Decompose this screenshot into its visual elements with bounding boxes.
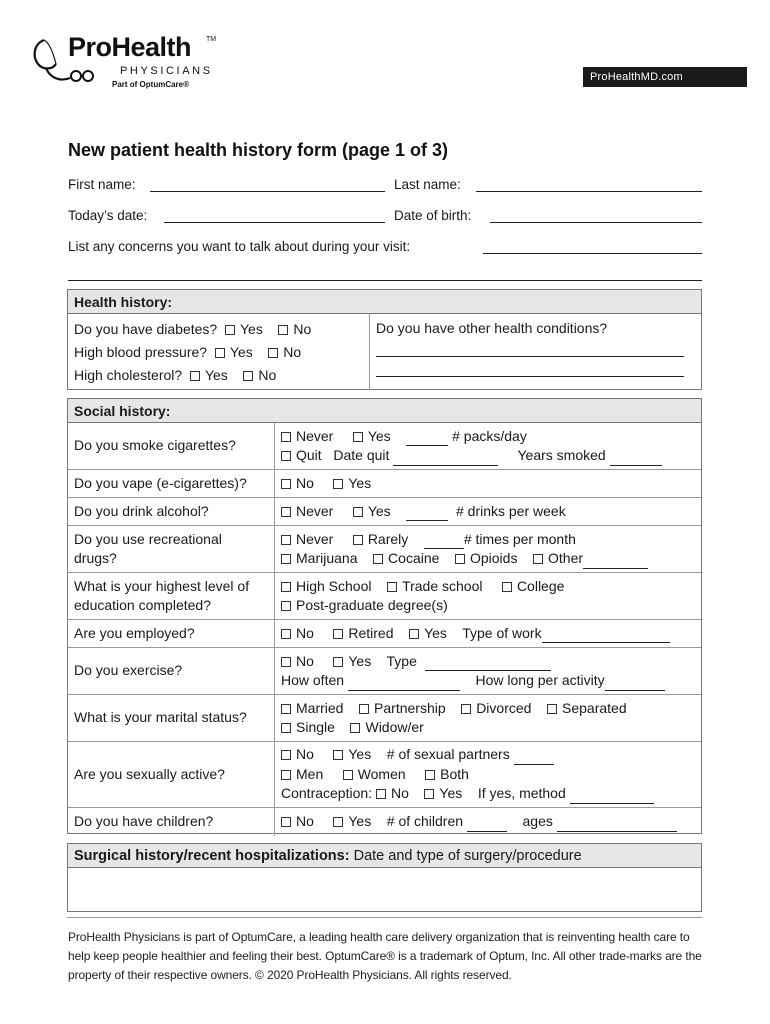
chol-yes-checkbox[interactable] <box>190 371 200 381</box>
men-checkbox[interactable] <box>281 770 291 780</box>
cocaine-checkbox[interactable] <box>373 554 383 564</box>
table-row <box>68 620 701 648</box>
single-label: Single <box>296 719 335 735</box>
both-checkbox[interactable] <box>425 770 435 780</box>
yes-label: Yes <box>424 624 447 641</box>
yes-label: Yes <box>204 367 228 383</box>
table-row <box>68 470 701 498</box>
employed-no-checkbox[interactable] <box>281 629 291 639</box>
partners-field[interactable] <box>514 751 554 765</box>
concerns-field[interactable] <box>483 253 702 254</box>
no-label: No <box>390 785 409 802</box>
partners-label: # of sexual partners <box>386 746 510 763</box>
women-checkbox[interactable] <box>343 770 353 780</box>
retired-checkbox[interactable] <box>333 629 343 639</box>
retired-label: Retired <box>348 624 394 641</box>
postgrad-checkbox[interactable] <box>281 601 291 611</box>
diabetes-no-checkbox[interactable] <box>278 325 288 335</box>
partnership-label: Partnership <box>374 699 446 716</box>
college-label: College <box>516 577 565 594</box>
sex-yes-checkbox[interactable] <box>333 750 343 760</box>
yes-label: Yes <box>348 813 372 830</box>
widow-label: Widow/er <box>365 719 424 735</box>
yes-label: Yes <box>229 344 253 360</box>
smoke-yes-checkbox[interactable] <box>353 432 363 442</box>
website-url[interactable]: ProHealthMD.com <box>583 67 747 87</box>
diabetes-label: Do you have diabetes? <box>74 321 218 337</box>
opioids-checkbox[interactable] <box>455 554 465 564</box>
other-conditions-field[interactable] <box>376 356 684 357</box>
yes-label: Yes <box>367 502 391 519</box>
contraception-no-checkbox[interactable] <box>376 789 386 799</box>
table-row <box>68 808 701 836</box>
rarely-label: Rarely <box>367 530 409 547</box>
table-row <box>68 648 701 695</box>
footer-divider <box>67 917 702 918</box>
no-label: No <box>283 344 302 360</box>
drink-yes-checkbox[interactable] <box>353 507 363 517</box>
other-conditions-field-2[interactable] <box>376 376 684 377</box>
prohealth-logo <box>30 32 220 94</box>
yes-label: Yes <box>348 474 372 491</box>
how-often-field[interactable] <box>348 677 460 691</box>
sex-no-checkbox[interactable] <box>281 750 291 760</box>
table-row <box>68 742 701 808</box>
never-label: Never <box>296 427 334 444</box>
how-long-label: How long per activity <box>475 672 605 688</box>
times-label: # times per month <box>463 530 576 547</box>
todays-date-field[interactable] <box>164 222 385 223</box>
type-work-field[interactable] <box>542 629 670 643</box>
table-row <box>68 498 701 526</box>
women-label: Women <box>357 765 406 782</box>
diabetes-yes-checkbox[interactable] <box>225 325 235 335</box>
trademark: TM <box>206 36 217 43</box>
vape-yes-checkbox[interactable] <box>333 479 343 489</box>
never-label: Never <box>296 502 334 519</box>
quit-label: Quit <box>296 447 322 463</box>
exercise-question: Do you exercise? <box>68 648 275 694</box>
method-field[interactable] <box>570 790 654 804</box>
surgical-history-field[interactable] <box>68 868 701 911</box>
table-row <box>68 526 701 573</box>
bp-no-checkbox[interactable] <box>268 348 278 358</box>
exercise-type-field[interactable] <box>425 657 551 671</box>
table-row <box>68 573 701 620</box>
drinks-label: # drinks per week <box>456 502 566 519</box>
separated-checkbox[interactable] <box>547 704 557 714</box>
children-no-checkbox[interactable] <box>281 817 291 827</box>
chol-no-checkbox[interactable] <box>243 371 253 381</box>
cocaine-label: Cocaine <box>388 550 440 566</box>
brand-part-of: Part of OptumCare® <box>112 80 190 89</box>
type-work-label: Type of work <box>462 624 542 641</box>
no-label: No <box>296 624 314 641</box>
married-label: Married <box>296 699 344 716</box>
drugs-rarely-checkbox[interactable] <box>353 535 363 545</box>
no-label: No <box>296 813 314 830</box>
trade-school-checkbox[interactable] <box>387 582 397 592</box>
education-question: What is your highest level of education completed? <box>68 573 275 619</box>
separated-label: Separated <box>562 699 627 716</box>
drink-question: Do you drink alcohol? <box>68 498 275 525</box>
widow-checkbox[interactable] <box>350 723 360 733</box>
first-name-label: First name: <box>68 177 136 192</box>
divorced-label: Divorced <box>476 699 532 716</box>
no-label: No <box>296 474 314 491</box>
marijuana-checkbox[interactable] <box>281 554 291 564</box>
years-smoked-label: Years smoked <box>517 447 606 463</box>
postgrad-label: Post-graduate degree(s) <box>296 597 448 613</box>
concerns-field-line-2[interactable] <box>68 280 702 281</box>
trade-school-label: Trade school <box>402 577 483 594</box>
last-name-label: Last name: <box>394 177 461 192</box>
years-smoked-field[interactable] <box>610 452 662 466</box>
footer-disclaimer: ProHealth Physicians is part of OptumCare, a leading health care delivery organization that is reinventing health care to help keep people healthier and feeling their best. OptumCare® is a trademark of Optum, Inc. All other trade-marks are the property of their respective owners. © 2020 ProHealth Physicians. All rights reserved. <box>68 930 702 982</box>
no-label: No <box>296 746 314 763</box>
social-history-title: Social history: <box>68 399 701 423</box>
dob-label: Date of birth: <box>394 208 472 223</box>
vape-no-checkbox[interactable] <box>281 479 291 489</box>
bp-yes-checkbox[interactable] <box>215 348 225 358</box>
num-children-label: # of children <box>386 813 464 830</box>
vape-question: Do you vape (e-cigarettes)? <box>68 470 275 497</box>
smoke-never-checkbox[interactable] <box>281 432 291 442</box>
health-history-title: Health history: <box>68 290 701 314</box>
drugs-question: Do you use recreational drugs? <box>68 526 275 572</box>
brand-sub: PHYSICIANS <box>120 65 213 77</box>
children-yes-checkbox[interactable] <box>333 817 343 827</box>
exercise-no-checkbox[interactable] <box>281 657 291 667</box>
chol-label: High cholesterol? <box>74 367 183 383</box>
num-children-field[interactable] <box>467 818 507 832</box>
exercise-yes-checkbox[interactable] <box>333 657 343 667</box>
brand-name: ProHealth <box>68 32 192 62</box>
packs-label: # packs/day <box>452 427 527 444</box>
surgical-history-header <box>68 844 701 868</box>
surgical-history-section <box>67 843 702 912</box>
yes-label: Yes <box>240 321 263 337</box>
divorced-checkbox[interactable] <box>461 704 471 714</box>
social-history-section <box>67 398 702 834</box>
times-field[interactable] <box>424 535 464 549</box>
first-name-field[interactable] <box>150 191 385 192</box>
table-row <box>68 695 701 742</box>
children-question: Do you have children? <box>68 808 275 836</box>
exercise-type-label: Type <box>386 652 417 669</box>
ages-label: ages <box>522 813 553 830</box>
yes-label: Yes <box>439 785 463 802</box>
date-quit-label: Date quit <box>333 447 390 463</box>
yes-label: Yes <box>348 746 372 763</box>
contraception-yes-checkbox[interactable] <box>424 789 434 799</box>
contraception-label: Contraception: <box>281 785 373 802</box>
men-label: Men <box>296 765 324 782</box>
employed-question: Are you employed? <box>68 620 275 647</box>
method-label: If yes, method <box>477 785 566 802</box>
other-label: Other <box>548 550 584 566</box>
yes-label: Yes <box>367 427 391 444</box>
other-drug-checkbox[interactable] <box>533 554 543 564</box>
form-title: New patient health history form (page 1 of 3) <box>68 140 449 160</box>
high-school-label: High School <box>296 577 372 594</box>
marijuana-label: Marijuana <box>296 550 358 566</box>
last-name-field[interactable] <box>476 191 702 192</box>
no-label: No <box>296 652 314 669</box>
surgical-history-title: Surgical history/recent hospitalizations: <box>74 848 350 864</box>
todays-date-label: Today’s date: <box>68 208 148 223</box>
sexually-active-question: Are you sexually active? <box>68 742 275 807</box>
concerns-label: List any concerns you want to talk about during your visit: <box>68 239 411 254</box>
ages-field[interactable] <box>557 818 677 832</box>
married-checkbox[interactable] <box>281 704 291 714</box>
date-quit-field[interactable] <box>393 452 498 466</box>
marital-question: What is your marital status? <box>68 695 275 741</box>
dob-field[interactable] <box>490 222 702 223</box>
yes-label: Yes <box>348 652 372 669</box>
surgical-history-subtitle: Date and type of surgery/procedure <box>353 848 582 864</box>
drink-never-checkbox[interactable] <box>281 507 291 517</box>
employed-yes-checkbox[interactable] <box>409 629 419 639</box>
how-long-field[interactable] <box>605 677 665 691</box>
opioids-label: Opioids <box>469 550 518 566</box>
smoke-quit-checkbox[interactable] <box>281 451 291 461</box>
drinks-field[interactable] <box>406 507 448 521</box>
drugs-never-checkbox[interactable] <box>281 535 291 545</box>
packs-field[interactable] <box>406 432 448 446</box>
partnership-checkbox[interactable] <box>359 704 369 714</box>
high-school-checkbox[interactable] <box>281 582 291 592</box>
health-history-section <box>67 289 702 390</box>
college-checkbox[interactable] <box>502 582 512 592</box>
never-label: Never <box>296 530 334 547</box>
both-label: Both <box>440 765 469 782</box>
smoke-question: Do you smoke cigarettes? <box>68 423 275 469</box>
no-label: No <box>258 367 277 383</box>
other-drug-field[interactable] <box>583 555 648 569</box>
how-often-label: How often <box>281 672 345 688</box>
no-label: No <box>293 321 312 337</box>
single-checkbox[interactable] <box>281 723 291 733</box>
other-conditions-label: Do you have other health conditions? <box>376 320 608 336</box>
bp-label: High blood pressure? <box>74 344 208 360</box>
table-row <box>68 423 701 470</box>
